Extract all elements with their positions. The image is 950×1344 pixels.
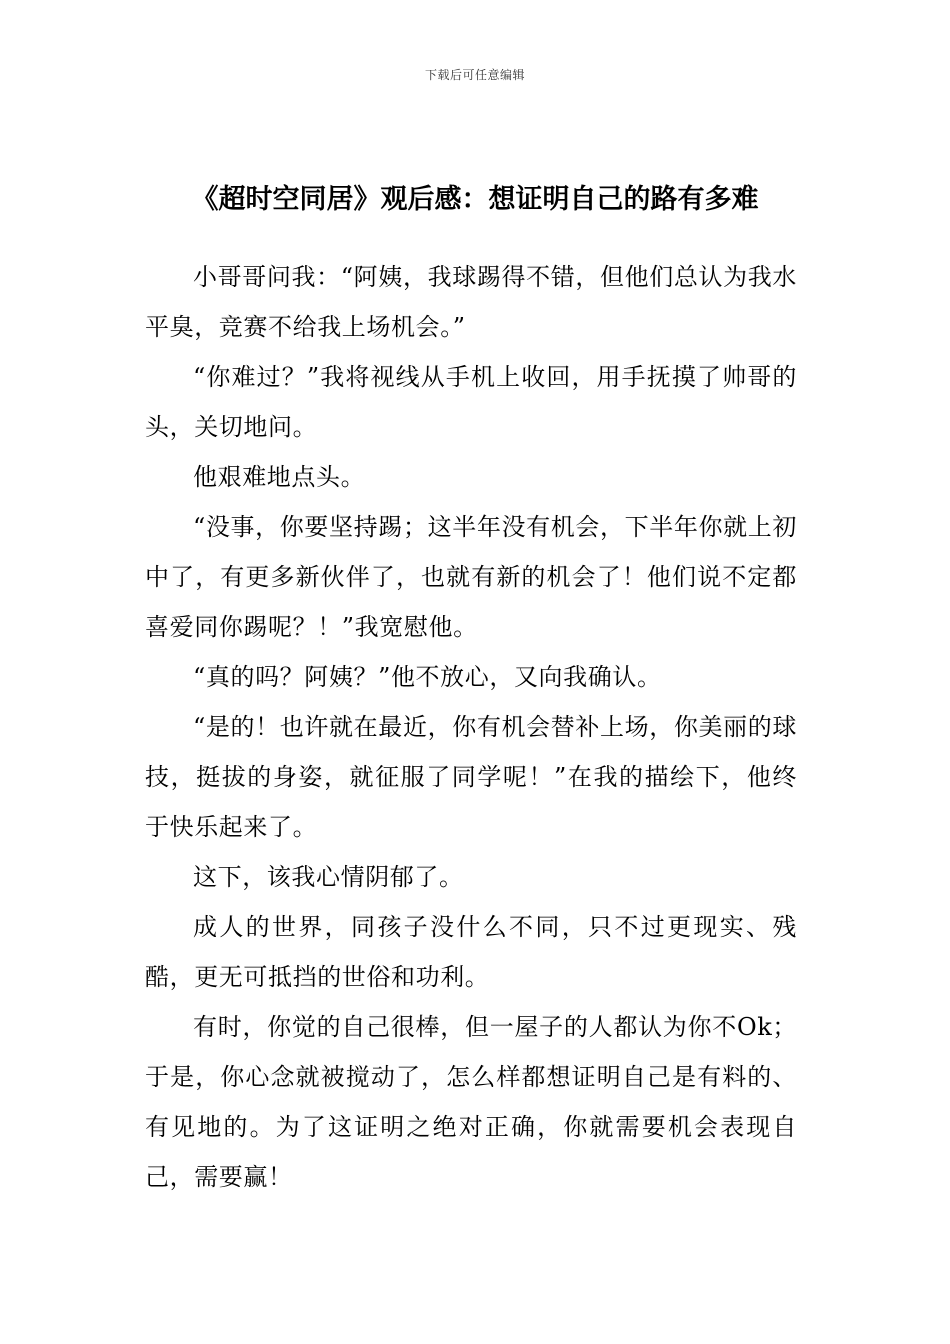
- paragraph-6: “是的！也许就在最近，你有机会替补上场，你美丽的球技，挺拔的身姿，就征服了同学呢！”在我的描绘下，他终于快乐起来了。: [145, 713, 797, 841]
- document-title: 《超时空同居》观后感：想证明自己的路有多难: [191, 184, 759, 215]
- paragraph-8: 成人的世界，同孩子没什么不同，只不过更现实、残酷，更无可抵挡的世俗和功利。: [145, 913, 797, 991]
- paragraph-3: 他艰难地点头。: [193, 463, 366, 491]
- paragraph-5: “真的吗？阿姨？”他不放心，又向我确认。: [193, 663, 662, 691]
- paragraph-9: 有时，你觉的自己很棒，但一屋子的人都认为你不Ok；于是，你心念就被搅动了，怎么样都想证明自己是有料的、有见地的。为了这证明之绝对正确，你就需要机会表现自己，需要赢！: [145, 1013, 797, 1191]
- paragraph-1: 小哥哥问我：“阿姨，我球踢得不错，但他们总认为我水平臭，竞赛不给我上场机会。”: [145, 263, 797, 341]
- paragraph-2: “你难过？”我将视线从手机上收回，用手抚摸了帅哥的头，关切地问。: [145, 363, 797, 441]
- header-note: 下载后可任意编辑: [424, 68, 525, 82]
- document-body: [145, 252, 797, 1202]
- paragraph-7: 这下，该我心情阴郁了。: [193, 863, 464, 891]
- paragraph-4: “没事，你要坚持踢；这半年没有机会，下半年你就上初中了，有更多新伙伴了，也就有新的机会了！他们说不定都喜爱同你踢呢？！”我宽慰他。: [145, 513, 797, 641]
